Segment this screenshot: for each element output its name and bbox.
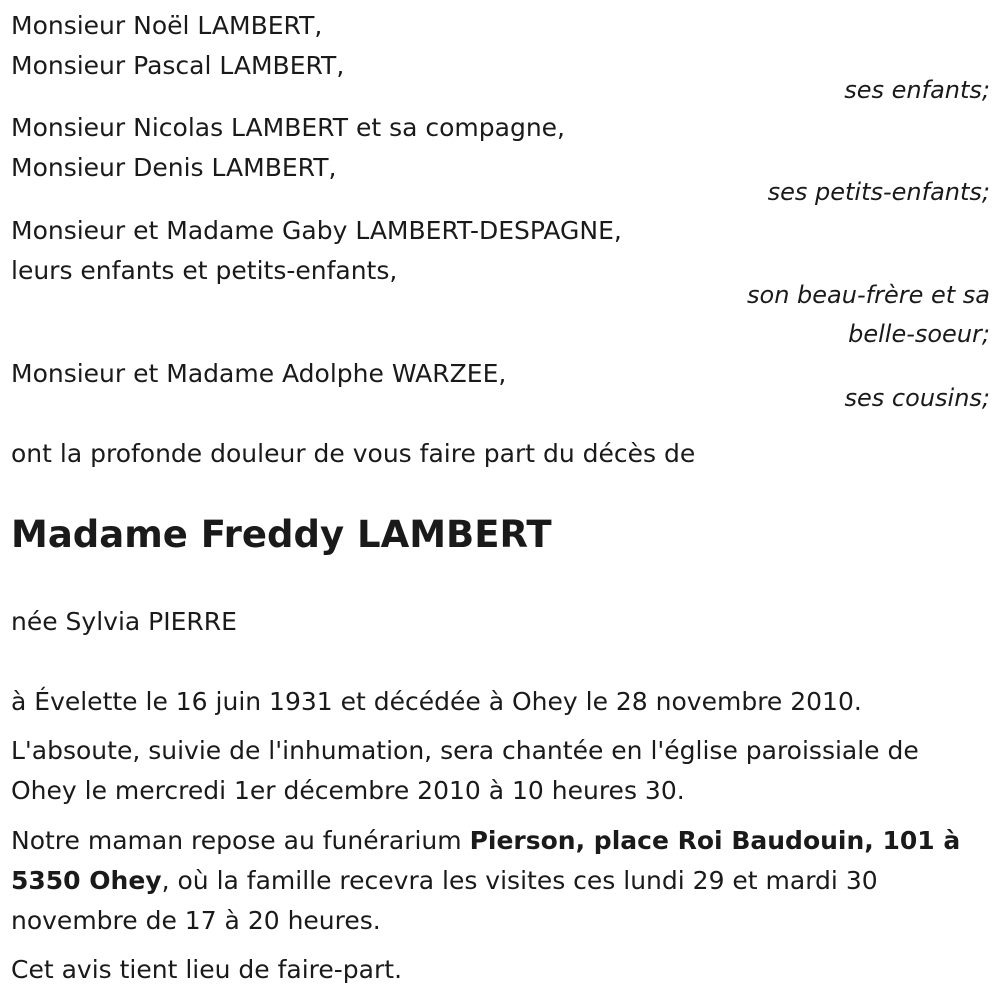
family-member-line: Monsieur Denis LAMBERT, <box>11 153 337 182</box>
closing-note: Cet avis tient lieu de faire-part. <box>11 955 403 984</box>
visitation-suffix: , où la famille recevra les visites ces lundi 29 et mardi 30 novembre de 17 à 20 heures. <box>11 866 878 935</box>
family-member-line: leurs enfants et petits-enfants, <box>11 256 398 285</box>
family-member-line: Monsieur et Madame Gaby LAMBERT-DESPAGNE, <box>11 216 622 245</box>
family-member-line: Monsieur Noël LAMBERT, <box>11 11 323 40</box>
relationship-label: ses petits-enfants; <box>767 178 990 206</box>
deceased-name: Madame Freddy LAMBERT <box>11 513 552 556</box>
relationship-label: ses enfants; <box>844 76 990 104</box>
relationship-label: belle-soeur; <box>848 320 990 348</box>
birth-death-dates: à Évelette le 16 juin 1931 et décédée à Ohey le 28 novembre 2010. <box>11 687 862 716</box>
visitation-paragraph <box>11 821 976 941</box>
ceremony-paragraph: L'absoute, suivie de l'inhumation, sera chantée en l'église paroissiale de Ohey le mercredi 1er décembre 2010 à 10 heures 30. <box>11 736 919 805</box>
family-member-line: Monsieur et Madame Adolphe WARZEE, <box>11 359 507 388</box>
relationship-label: ses cousins; <box>844 384 990 412</box>
relationship-label: son beau-frère et sa <box>747 281 990 309</box>
funeral-home-address: Pierson, place Roi Baudouin, 101 à 5350 Ohey <box>11 826 961 895</box>
announcement-text: ont la profonde douleur de vous faire part du décès de <box>11 439 696 468</box>
maiden-name: née Sylvia PIERRE <box>11 607 237 636</box>
family-member-line: Monsieur Pascal LAMBERT, <box>11 51 345 80</box>
visitation-prefix: Notre maman repose au funérarium <box>11 826 470 855</box>
family-member-line: Monsieur Nicolas LAMBERT et sa compagne, <box>11 113 565 142</box>
